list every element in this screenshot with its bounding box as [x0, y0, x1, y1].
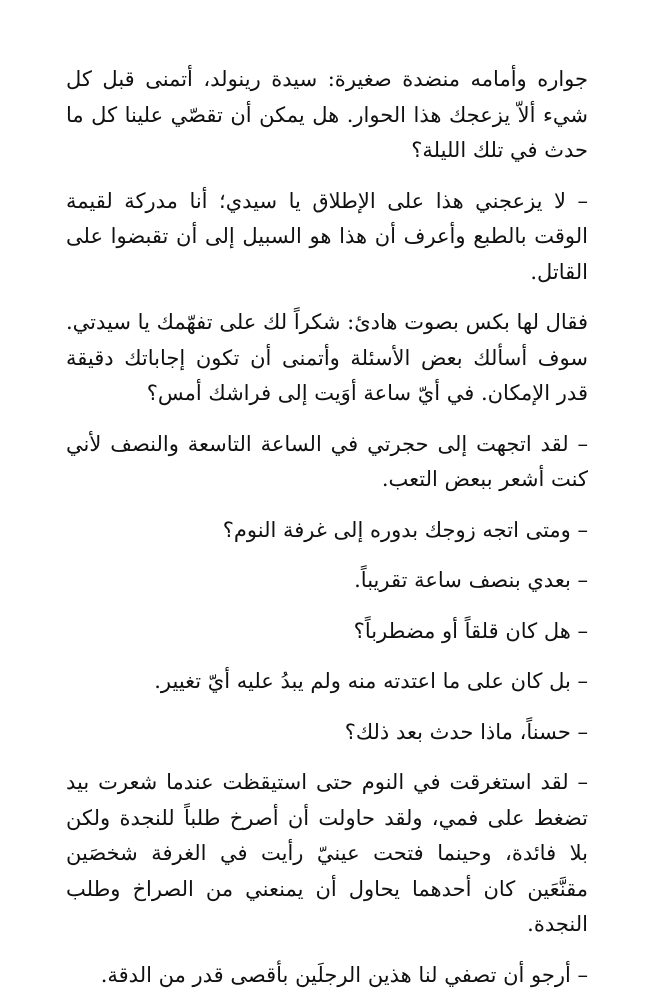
paragraph-7: – هل كان قلقاً أو مضطرباً؟ [353, 618, 588, 643]
paragraph-3: فقال لها بكس بصوت هادئ: شكراً لك على تفهّمك يا سيدتي. سوف أسألك بعض الأسئلة وأتمنى أن تكون إجاباتك دقيقة قدر الإمكان. في أيّ ساعة أوَيت إلى فراشك أمس؟ [66, 310, 588, 405]
paragraph-4: – لقد اتجهت إلى حجرتي في الساعة التاسعة والنصف لأني كنت أشعر ببعض التعب. [66, 431, 588, 491]
paragraph-1: جواره وأمامه منضدة صغيرة: سيدة رينولد، أتمنى قبل كل شيء ألاّ يزعجك هذا الحوار. هل يمكن أن تقصّي علينا كل ما حدث في تلك الليلة؟ [66, 67, 588, 162]
paragraph-9: – حسناً، ماذا حدث بعد ذلك؟ [344, 719, 588, 744]
paragraph-10: – لقد استغرقت في النوم حتى استيقظت عندما شعرت بيد تضغط على فمي، ولقد حاولت أن أصرخ طلباً للنجدة ولكن بلا فائدة، وحينما فتحت عينيّ رأيت في الغرفة شخصَين مقنَّعَين كان أحدهما يحاول أن يمنعني من الصراخ وطلب النجدة. [66, 770, 588, 936]
paragraph-11: – أرجو أن تصفي لنا هذين الرجلَين بأقصى قدر من الدقة. [100, 962, 588, 987]
paragraph-8: – بل كان على ما اعتدته منه ولم يبدُ عليه أيّ تغيير. [154, 669, 588, 693]
paragraph-5: – ومتى اتجه زوجك بدوره إلى غرفة النوم؟ [222, 517, 588, 542]
paragraph-6: – بعدي بنصف ساعة تقريباً. [354, 568, 588, 592]
paragraph-2: – لا يزعجني هذا على الإطلاق يا سيدي؛ أنا مدركة لقيمة الوقت بالطبع وأعرف أن هذا هو السبيل إلى أن تقبضوا على القاتل. [66, 188, 588, 284]
book-page [66, 62, 588, 1008]
